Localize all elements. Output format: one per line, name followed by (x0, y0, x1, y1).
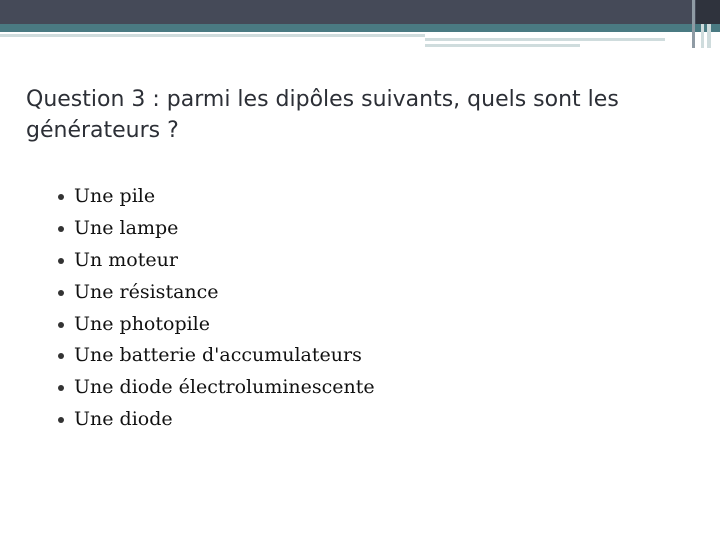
slide-title: Question 3 : parmi les dipôles suivants, quels sont les générateurs ? (26, 87, 619, 143)
header-corner-bar (692, 0, 695, 48)
bullet-icon (58, 322, 64, 328)
list-item-label: Une pile (74, 185, 156, 207)
header-corner-bar (707, 24, 711, 48)
list-item-label: Une batterie d'accumulateurs (74, 344, 362, 367)
bullet-icon (58, 417, 64, 423)
header-decor-line (0, 34, 425, 37)
list-item-label: Une lampe (74, 216, 179, 239)
list-item-label: Une diode électroluminescente (74, 376, 375, 399)
list-item-label: Une diode (74, 408, 173, 431)
bullet-icon (58, 353, 64, 359)
header-banner-dark (0, 0, 720, 24)
list-item-label: Un moteur (74, 248, 178, 271)
bullet-icon (58, 226, 64, 232)
bullet-icon (58, 194, 64, 200)
header-corner-block (696, 0, 720, 24)
header-decor-line (425, 38, 665, 41)
header-decor-line (425, 44, 580, 47)
header-corner-bar (701, 24, 704, 48)
bullet-icon (58, 290, 64, 296)
list-item-label: Une photopile (74, 312, 211, 335)
bullet-icon (58, 258, 64, 264)
header-banner-teal (0, 24, 720, 32)
bullet-icon (58, 385, 64, 391)
list-item-label: Une résistance (74, 280, 219, 303)
